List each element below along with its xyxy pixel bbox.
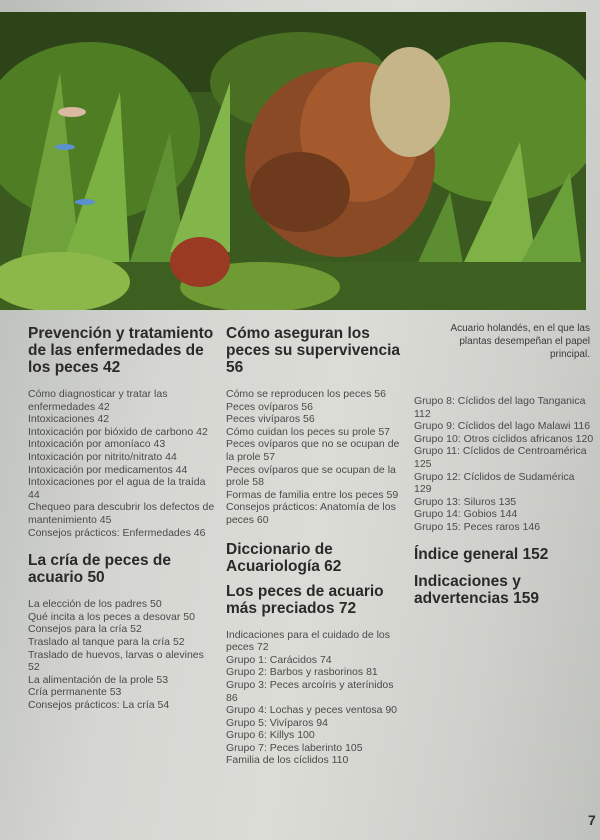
toc-entry[interactable]: Qué incita a los peces a desovar 50 <box>28 610 195 623</box>
page-number: 7 <box>588 812 596 828</box>
toc-entry[interactable]: Traslado al tanque para la cría 52 <box>28 635 185 648</box>
aquarium-plants-illustration <box>0 12 586 310</box>
photo-caption: Acuario holandés, en el que las plantas desempeñan el papel principal. <box>450 323 590 360</box>
toc-entry[interactable]: Consejos prácticos: Anatomía de los peces 60 <box>226 501 396 526</box>
toc-entry[interactable]: Grupo 5: Vivíparos 94 <box>226 716 328 729</box>
toc-entry[interactable]: Grupo 6: Killys 100 <box>226 729 315 742</box>
toc-entry[interactable]: Cómo diagnosticar y tratar las enfermedades 42 <box>28 388 168 413</box>
toc-entry[interactable]: Cómo se reproducen los peces 56 <box>226 388 386 400</box>
toc-column-1 <box>28 325 218 711</box>
toc-entry[interactable]: Grupo 11: Cíclidos de Centroamérica 125 <box>414 445 587 470</box>
toc-entry[interactable]: Intoxicaciones por el agua de la traída 44 <box>28 476 206 501</box>
section-heading-diccionario: Diccionario de Acuariología 62 <box>226 540 342 575</box>
toc-entry[interactable]: Grupo 10: Otros cíclidos africanos 120 <box>414 432 594 445</box>
section-heading-indicaciones: Indicaciones y advertencias 159 <box>414 572 539 607</box>
toc-entry[interactable]: Consejos prácticos: Enfermedades 46 <box>28 526 206 539</box>
toc-entry[interactable]: Familia de los cíclidos 110 <box>226 754 349 767</box>
toc-entry[interactable]: Intoxicación por bióxido de carbono 42 <box>28 425 208 438</box>
toc-entry[interactable]: Grupo 8: Cíclidos del lago Tanganica 112 <box>414 395 586 420</box>
toc-entry[interactable]: Grupo 9: Cíclidos del lago Malawi 116 <box>414 420 591 433</box>
toc-entry[interactable]: Peces ovíparos que no se ocupan de la prole 57 <box>226 438 400 463</box>
toc-entry[interactable]: Grupo 3: Peces arcoíris y aterínidos 86 <box>226 678 394 704</box>
toc-column-2 <box>226 325 406 767</box>
section-heading-indice: Índice general 152 <box>414 545 549 563</box>
section-heading-cria: La cría de peces de acuario 50 <box>28 552 172 587</box>
section-heading-enfermedades: Prevención y tratamiento de las enfermedades de los peces 42 <box>28 325 214 376</box>
toc-entry[interactable]: Grupo 15: Peces raros 146 <box>414 520 541 533</box>
toc-list-enfermedades <box>28 388 218 539</box>
toc-entry[interactable]: Grupo 13: Siluros 135 <box>414 495 517 508</box>
toc-entry[interactable]: Chequeo para descubrir los defectos de mantenimiento 45 <box>28 501 215 526</box>
toc-list-peces-preciados <box>226 629 406 768</box>
toc-entry[interactable]: Intoxicación por nitrito/nitrato 44 <box>28 450 177 463</box>
section-heading-peces-preciados: Los peces de acuario más preciados 72 <box>226 582 384 617</box>
toc-entry[interactable]: Grupo 14: Gobios 144 <box>414 508 518 521</box>
section-heading-supervivencia: Cómo aseguran los peces su supervivencia 56 <box>226 325 401 376</box>
toc-entry[interactable]: Peces ovíparos 56 <box>226 400 313 413</box>
toc-entry[interactable]: Grupo 12: Cíclidos de Sudamérica 129 <box>414 470 575 496</box>
toc-entry[interactable]: Grupo 1: Carácidos 74 <box>226 653 332 666</box>
toc-column-3 <box>414 395 594 607</box>
toc-entry[interactable]: Grupo 7: Peces laberinto 105 <box>226 741 363 754</box>
toc-list-grupos <box>414 395 594 534</box>
toc-entry[interactable]: Intoxicación por amoníaco 43 <box>28 438 166 451</box>
toc-entry[interactable]: La alimentación de la prole 53 <box>28 673 169 686</box>
toc-entry[interactable]: Traslado de huevos, larvas o alevines 52 <box>28 648 204 674</box>
toc-entry[interactable]: Indicaciones para el cuidado de los peces 72 <box>226 628 391 654</box>
toc-entry[interactable]: Grupo 2: Barbos y rasborinos 81 <box>226 666 378 679</box>
toc-entry[interactable]: Cómo cuidan los peces su prole 57 <box>226 425 391 438</box>
toc-entry[interactable]: Consejos para la cría 52 <box>28 623 142 636</box>
toc-list-supervivencia <box>226 388 406 527</box>
aquarium-photo <box>0 12 586 310</box>
toc-entry[interactable]: Cría permanente 53 <box>28 686 122 699</box>
toc-entry[interactable]: Peces ovíparos que se ocupan de la prole 58 <box>226 463 396 489</box>
toc-entry[interactable]: Peces vivíparos 56 <box>226 413 315 426</box>
toc-entry[interactable]: Intoxicación por medicamentos 44 <box>28 463 188 476</box>
toc-entry[interactable]: Intoxicaciones 42 <box>28 413 110 426</box>
toc-entry[interactable]: Consejos prácticos: La cría 54 <box>28 698 170 711</box>
toc-entry[interactable]: La elección de los padres 50 <box>28 598 162 611</box>
toc-entry[interactable]: Grupo 4: Lochas y peces ventosa 90 <box>226 704 398 717</box>
toc-list-cria <box>28 598 218 711</box>
toc-entry[interactable]: Formas de familia entre los peces 59 <box>226 488 399 501</box>
